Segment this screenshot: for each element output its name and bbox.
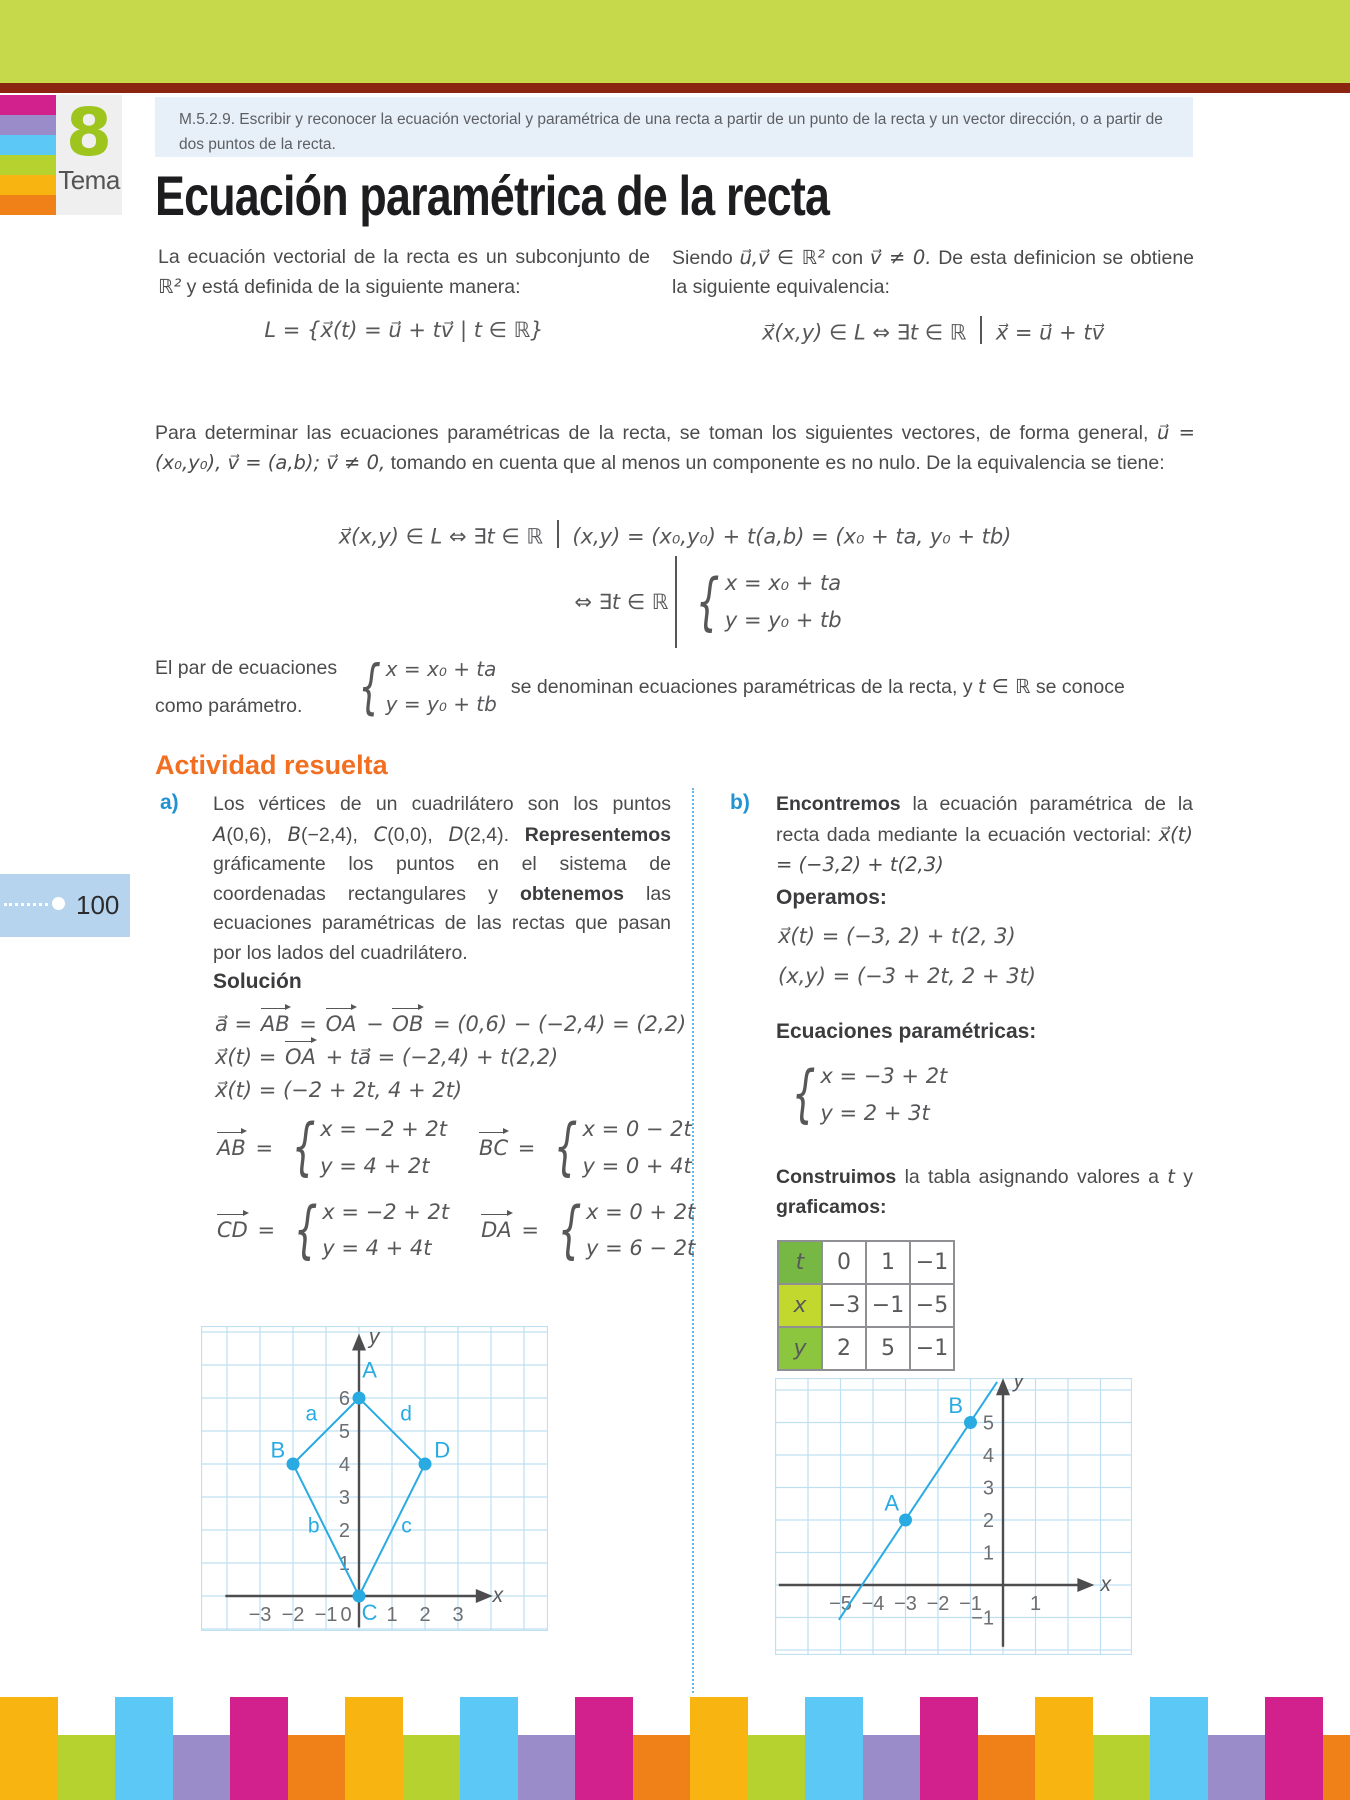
svg-text:B: B xyxy=(270,1437,286,1463)
svg-text:c: c xyxy=(401,1514,412,1538)
tema-label: Tema xyxy=(58,165,120,195)
svg-text:2: 2 xyxy=(982,1510,994,1532)
svg-text:b: b xyxy=(307,1514,320,1538)
svg-text:4: 4 xyxy=(338,1454,350,1476)
quadrilateral-graph xyxy=(201,1326,548,1636)
intro-right-formula: x⃗(x,y) ∈ L ⇔ ∃t ∈ ℝ x⃗ = u⃗ + tv⃗ xyxy=(672,316,1194,345)
page-title: Ecuación paramétrica de la recta xyxy=(155,164,830,227)
svg-text:B: B xyxy=(948,1392,964,1418)
construimos-text: Construimos la tabla asignando valores a t y graficamos: xyxy=(776,1165,1193,1218)
svg-text:x: x xyxy=(1100,1572,1111,1596)
svg-text:2: 2 xyxy=(338,1520,350,1542)
vector-AB: AB xyxy=(217,1135,246,1160)
equation-system: { x = −3 + 2t y = 2 + 3t xyxy=(791,1057,948,1131)
formula-equivalence: x⃗(x,y) ∈ L ⇔ ∃t ∈ ℝ (x,y) = (x₀,y₀) + t(a,b) = (x₀ + ta, y₀ + tb) xyxy=(155,520,1195,549)
table-cell: −3 xyxy=(822,1284,866,1327)
svg-text:5: 5 xyxy=(338,1421,350,1443)
page-number: 100 xyxy=(76,890,120,920)
vector-DA: DA xyxy=(481,1218,512,1243)
equation-system: { x = 0 + 2t y = 6 − 2t xyxy=(557,1192,696,1266)
solution-heading: Solución xyxy=(213,970,302,993)
vector-CD: CD xyxy=(217,1218,248,1243)
intro-right-text: Siendo u⃗,v⃗ ∈ ℝ² con v⃗ ≠ 0. De esta definicion se obtiene la siguiente equivalencia: xyxy=(672,246,1195,298)
svg-text:−3: −3 xyxy=(248,1604,272,1626)
vector-AB: AB xyxy=(260,1012,290,1036)
badge-dotted-leader xyxy=(4,903,48,906)
parametric-heading: Ecuaciones paramétricas: xyxy=(776,1020,1037,1043)
table-cell: −1 xyxy=(866,1284,910,1327)
parameter-system xyxy=(347,652,501,722)
svg-text:−1: −1 xyxy=(959,1593,982,1615)
svg-text:−1: −1 xyxy=(314,1604,338,1626)
footer-bar xyxy=(863,1735,921,1800)
badge-dot xyxy=(52,897,65,910)
svg-text:4: 4 xyxy=(982,1445,994,1467)
footer-bars xyxy=(0,1690,1350,1800)
table-cell: 0 xyxy=(822,1241,866,1284)
item-a-label: a) xyxy=(160,791,179,814)
vector-OA: OA xyxy=(325,1012,357,1036)
svg-text:6: 6 xyxy=(338,1388,350,1410)
svg-text:−2: −2 xyxy=(281,1604,305,1626)
footer-bar xyxy=(690,1697,748,1800)
svg-text:3: 3 xyxy=(338,1487,350,1509)
accent-stripe xyxy=(0,83,1350,93)
table-header-cell: t xyxy=(778,1241,822,1284)
svg-text:−3: −3 xyxy=(894,1593,917,1615)
equation-system: { x = 0 − 2t y = 0 + 4t xyxy=(553,1110,692,1184)
svg-text:y: y xyxy=(1013,1378,1024,1392)
footer-bar xyxy=(1035,1697,1093,1800)
svg-text:C: C xyxy=(361,1599,378,1625)
table-cell: −1 xyxy=(910,1241,954,1284)
values-table xyxy=(777,1240,955,1371)
svg-text:A: A xyxy=(362,1357,377,1383)
paragraph-parameter xyxy=(155,652,1195,722)
footer-bar xyxy=(345,1697,403,1800)
svg-text:5: 5 xyxy=(982,1412,994,1435)
tema-badge xyxy=(56,95,122,215)
svg-text:x: x xyxy=(492,1583,504,1607)
svg-text:y: y xyxy=(368,1326,380,1349)
table-header-cell: x xyxy=(778,1284,822,1327)
footer-bar xyxy=(1093,1735,1151,1800)
line-graph xyxy=(775,1378,1132,1660)
sidebar-color-square xyxy=(0,115,56,135)
paragraph-parameter-line1: El par de ecuaciones xyxy=(155,656,338,679)
equation-row: a⃗ = AB = OA − OB = (0,6) − (−2,4) = (2,2) xyxy=(215,1012,687,1036)
equations-a xyxy=(215,1012,699,1276)
svg-text:D: D xyxy=(434,1437,451,1463)
equation-row: CD = { x = −2 + 2t y = 4 + 4t DA = { x = 0 + 2t y = 6 − 2t xyxy=(217,1192,696,1266)
svg-text:A: A xyxy=(884,1490,900,1516)
equation-row: x⃗(t) = OA + ta⃗ = (−2,4) + t(2,2) xyxy=(215,1045,559,1069)
svg-text:3: 3 xyxy=(452,1604,464,1626)
footer-bar xyxy=(633,1735,691,1800)
parametric-system xyxy=(780,1058,951,1132)
svg-text:a: a xyxy=(305,1402,318,1426)
equation-system: { x = −2 + 2t y = 4 + 4t xyxy=(293,1192,450,1266)
svg-text:1: 1 xyxy=(386,1604,398,1626)
svg-text:1: 1 xyxy=(338,1553,350,1575)
svg-text:−4: −4 xyxy=(861,1593,885,1615)
item-b-label: b) xyxy=(730,791,750,814)
item-a-text: Los vértices de un cuadrilátero son los puntos A(0,6), B(−2,4), C(0,0), D(2,4). Representemos gráficamente los puntos en el sistema de coordenadas rectangulares y obtenemos las ecuaciones paramétricas de las rectas que pasan por los lados del cuadrilátero. xyxy=(213,793,672,964)
sidebar-color-square xyxy=(0,175,56,195)
footer-bar xyxy=(978,1735,1036,1800)
table-cell: −5 xyxy=(910,1284,954,1327)
footer-bar xyxy=(748,1735,806,1800)
footer-bar xyxy=(920,1697,978,1800)
svg-text:d: d xyxy=(400,1402,412,1426)
vector-OB: OB xyxy=(392,1012,424,1036)
formula-system: ⇔ ∃t ∈ ℝ { x = x₀ + ta y = y₀ + tb xyxy=(155,556,1195,648)
footer-bar xyxy=(1265,1697,1323,1800)
top-color-bar xyxy=(0,0,1350,83)
vector-OA: OA xyxy=(285,1045,316,1069)
footer-bar xyxy=(1323,1735,1350,1800)
equation-b-1: x⃗(t) = (−3, 2) + t(2, 3) xyxy=(778,924,1016,948)
svg-text:0: 0 xyxy=(340,1604,352,1626)
operamos-heading: Operamos: xyxy=(776,886,887,909)
footer-bar xyxy=(805,1697,863,1800)
sidebar-color-square xyxy=(0,155,56,175)
svg-text:1: 1 xyxy=(1029,1593,1042,1615)
equation-row: AB = { x = −2 + 2t y = 4 + 2t BC = { x = 0 − 2t y = 0 + 4t xyxy=(217,1110,692,1184)
table-cell: −1 xyxy=(910,1327,954,1370)
svg-text:−5: −5 xyxy=(829,1593,852,1615)
table-cell: 1 xyxy=(866,1241,910,1284)
svg-text:−1: −1 xyxy=(971,1607,994,1630)
item-b-text: Encontremos la ecuación paramétrica de la recta dada mediante la ecuación vectorial: x⃗(t) = (−3,2) + t(2,3) xyxy=(776,793,1193,876)
tema-number: 8 xyxy=(66,94,112,171)
sidebar-color-square xyxy=(0,135,56,155)
footer-bar xyxy=(115,1697,173,1800)
page-number-badge xyxy=(0,874,130,937)
table-cell: 5 xyxy=(866,1327,910,1370)
paragraph-parameter-right: se denominan ecuaciones paramétricas de la recta, y t ∈ ℝ se conoce xyxy=(510,675,1125,698)
footer-bar xyxy=(460,1697,518,1800)
table-cell: 2 xyxy=(822,1327,866,1370)
sidebar-color-square xyxy=(0,195,56,215)
equation-b-2: (x,y) = (−3 + 2t, 2 + 3t) xyxy=(778,964,1036,988)
equation-system: { x = −2 + 2t y = 4 + 2t xyxy=(291,1110,448,1184)
footer-bar xyxy=(403,1735,461,1800)
table-row xyxy=(778,1327,954,1370)
equation-system: { x = x₀ + ta y = y₀ + tb xyxy=(696,564,842,638)
footer-bar xyxy=(173,1735,231,1800)
sidebar-color-square xyxy=(0,95,56,115)
footer-bar xyxy=(575,1697,633,1800)
table-row xyxy=(778,1284,954,1327)
footer-bar xyxy=(288,1735,346,1800)
intro-left-formula: L = {x⃗(t) = u⃗ + tv⃗ | t ∈ ℝ} xyxy=(264,318,544,342)
standard-text: M.5.2.9. Escribir y reconocer la ecuación vectorial y paramétrica de una recta a partir de un punto de la recta y un vector dirección, o a partir de dos puntos de la recta. xyxy=(179,111,1163,153)
footer-bar xyxy=(58,1735,116,1800)
equation-row: x⃗(t) = (−2 + 2t, 4 + 2t) xyxy=(215,1078,463,1102)
table-row xyxy=(778,1241,954,1284)
footer-bar xyxy=(1150,1697,1208,1800)
table-header-cell: y xyxy=(778,1327,822,1370)
standard-box xyxy=(155,97,1193,157)
paragraph-vectors: Para determinar las ecuaciones paramétricas de la recta, se toman los siguientes vectores, de forma general, u⃗ = (x₀,y₀), v⃗ = (a,b); v⃗ ≠ 0, tomando en cuenta que al menos un componente es no nulo. De la equivalencia se tiene: xyxy=(155,421,1195,474)
footer-bar xyxy=(1208,1735,1266,1800)
svg-text:−2: −2 xyxy=(926,1593,950,1615)
footer-bar xyxy=(0,1697,58,1800)
svg-text:2: 2 xyxy=(419,1604,431,1626)
intro-left-text: La ecuación vectorial de la recta es un subconjunto de ℝ² y está definida de la siguiente manera: xyxy=(158,246,650,298)
svg-text:1: 1 xyxy=(982,1542,994,1565)
activity-heading: Actividad resuelta xyxy=(155,750,388,780)
paragraph-parameter-line2: como parámetro. xyxy=(155,694,303,717)
footer-bar xyxy=(230,1697,288,1800)
footer-bar xyxy=(518,1735,576,1800)
equation-system: { x = x₀ + ta y = y₀ + tb xyxy=(358,651,497,721)
sidebar-color-squares xyxy=(0,95,56,215)
svg-text:3: 3 xyxy=(982,1477,994,1500)
vector-BC: BC xyxy=(479,1135,509,1160)
